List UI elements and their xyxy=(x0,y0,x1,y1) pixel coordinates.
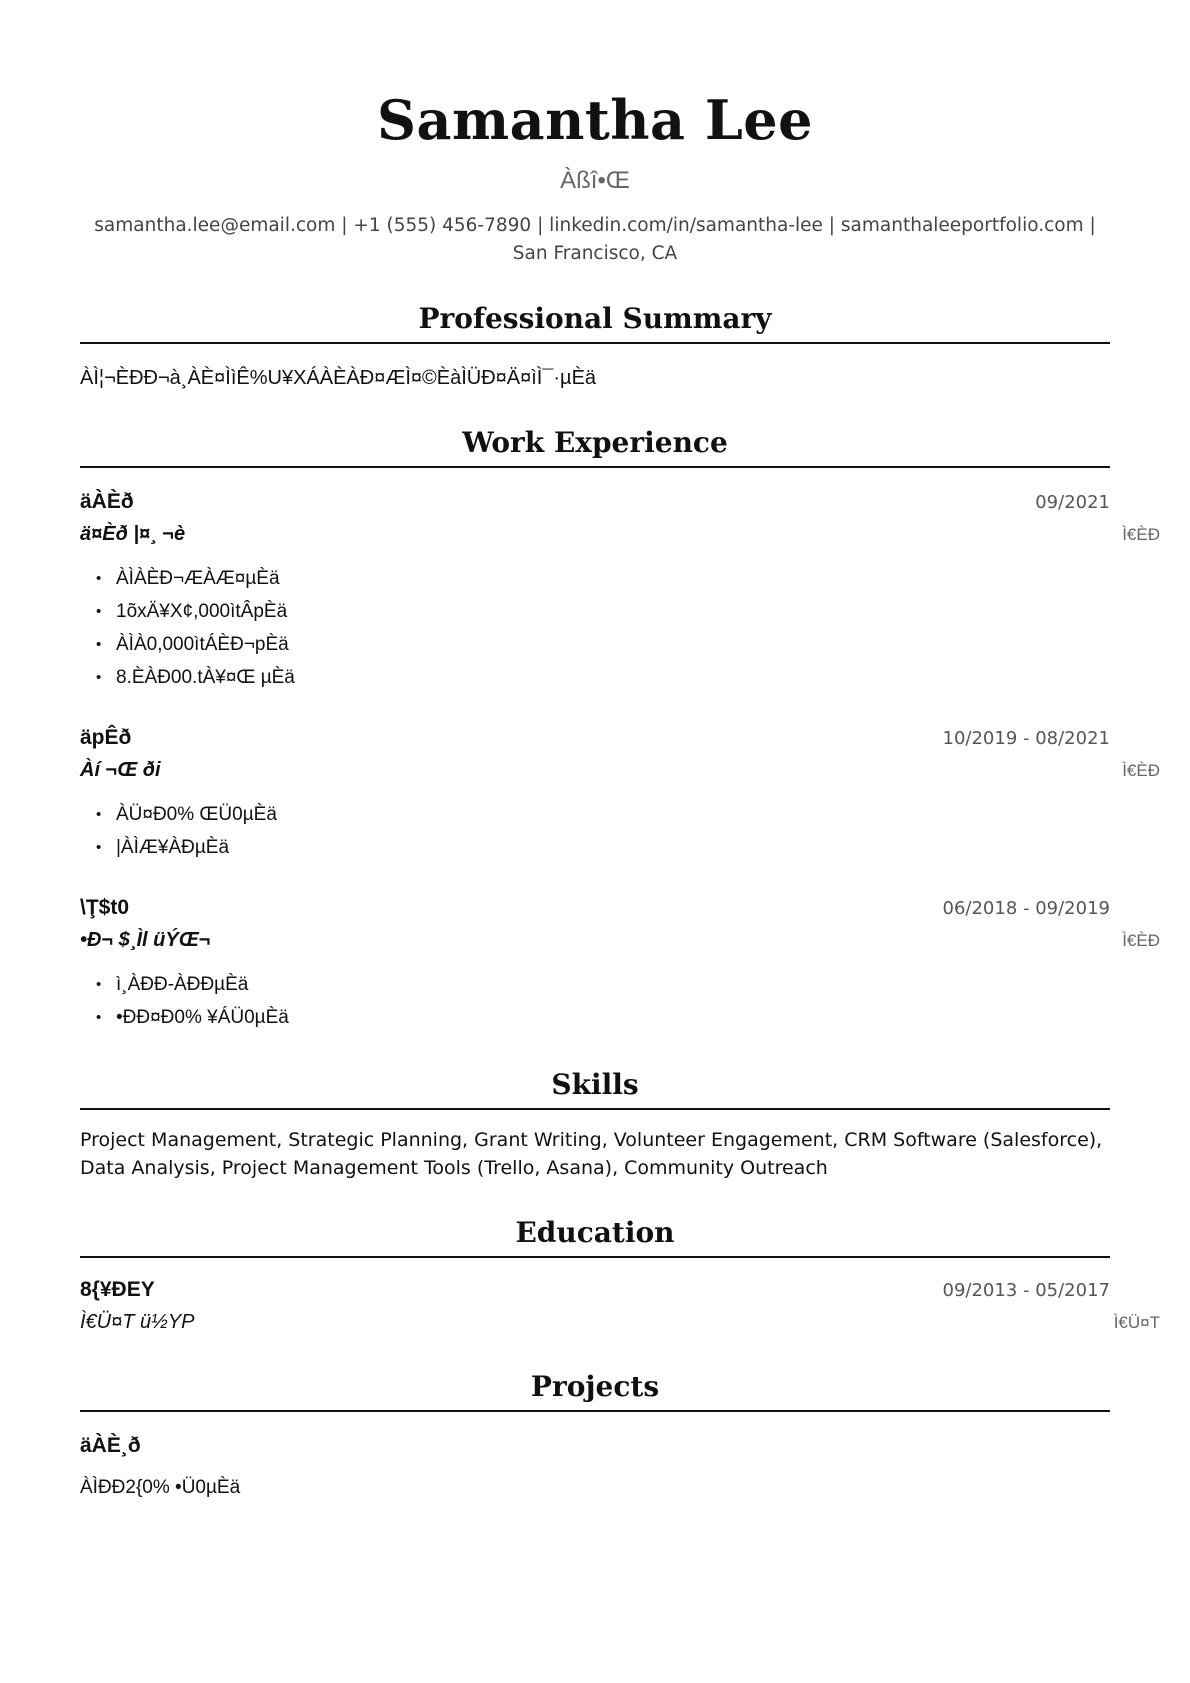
section-title-experience: Work Experience xyxy=(80,426,1110,468)
candidate-tagline: Àßî•Œ xyxy=(560,167,630,194)
skills-text: Project Management, Strategic Planning, Grant Writing, Volunteer Engagement, CRM Software (Salesforce), Data Analysis, Project Management Tools (Trello, Asana), Community Outreach xyxy=(80,1129,1103,1179)
job-bullet: • |ÀÌÆ¥ÀÐµÈä xyxy=(96,831,1110,864)
summary-text: ÀÌ¦¬ÈÐÐ¬à¸ÀÈ¤ÌìÊ%U¥XÁÀÈÀÐ¤ÆÌ¤©ÈàÌÜÐ¤Ä¤ìÌ¯·µÈä xyxy=(80,367,597,389)
summary-section xyxy=(80,302,1110,392)
section-title-projects: Projects xyxy=(80,1370,1110,1412)
education-school: 8{¥ÐEY xyxy=(80,1278,155,1301)
job-org: äÀÈð xyxy=(80,490,134,513)
job-location: Ì€ÈÐ xyxy=(1122,931,1160,950)
job-date: 06/2018 - 09/2019 xyxy=(942,898,1110,919)
section-title-summary: Professional Summary xyxy=(80,302,1110,344)
job-bullet: • ì¸ÀÐÐ-ÀÐÐµÈä xyxy=(96,968,1110,1001)
skills-section xyxy=(80,1068,1110,1182)
job-date: 10/2019 - 08/2021 xyxy=(942,728,1110,749)
education-entry xyxy=(80,1276,1160,1336)
job-bullet: • 8.ÈÀÐ00.tÀ¥¤Œ µÈä xyxy=(96,661,1110,694)
job-role: •Ð¬ $¸Ìl üÝŒ¬ xyxy=(80,929,211,951)
job-entry xyxy=(80,488,1160,694)
job-bullet: • ÀÌÀÈÐ¬ÆÀÆ¤µÈä xyxy=(96,562,1110,595)
experience-section xyxy=(80,426,1160,1034)
project-description: ÀÌÐÐ2{0% •Ü0µÈä xyxy=(80,1477,241,1498)
job-org: äpÊð xyxy=(80,726,132,749)
section-title-skills: Skills xyxy=(80,1068,1110,1110)
job-location: Ì€ÈÐ xyxy=(1122,525,1160,544)
education-location: Ì€Ü¤T xyxy=(1113,1313,1160,1332)
projects-section xyxy=(80,1370,1110,1502)
job-date: 09/2021 xyxy=(1035,492,1110,513)
job-bullets xyxy=(80,562,1110,694)
job-bullet: • 1õxÄ¥X¢,000ìtÂpÈä xyxy=(96,595,1110,628)
job-role: Àí ¬Œ ði xyxy=(80,759,161,781)
job-bullet: • •ÐÐ¤Ð0% ¥ÁÜ0µÈä xyxy=(96,1001,1110,1034)
project-title: äÀÈ¸ð xyxy=(80,1434,141,1457)
job-bullets xyxy=(80,968,1110,1034)
section-title-education: Education xyxy=(80,1216,1110,1258)
job-location: Ì€ÈÐ xyxy=(1122,761,1160,780)
job-bullet: • ÀÜ¤Ð0% ŒÜ0µÈä xyxy=(96,798,1110,831)
contact-info: samantha.lee@email.com | +1 (555) 456-7890 | linkedin.com/in/samantha-lee | samanthaleeportfolio.com | San Francisco, CA xyxy=(94,215,1096,264)
candidate-name: Samantha Lee xyxy=(376,88,814,152)
job-org: \Ţ$t0 xyxy=(80,896,130,919)
job-role: ä¤Èð |¤¸ ¬è xyxy=(80,523,186,545)
education-degree: Ì€Ü¤T ü½YP xyxy=(80,1311,195,1333)
project-entry xyxy=(80,1432,1110,1502)
job-bullets xyxy=(80,798,1110,864)
job-entry xyxy=(80,894,1160,1034)
education-section xyxy=(80,1216,1160,1336)
job-entry xyxy=(80,724,1160,864)
job-bullet: • ÀÌÀ0,000ìtÁÈÐ¬pÈä xyxy=(96,628,1110,661)
education-date: 09/2013 - 05/2017 xyxy=(942,1280,1110,1301)
